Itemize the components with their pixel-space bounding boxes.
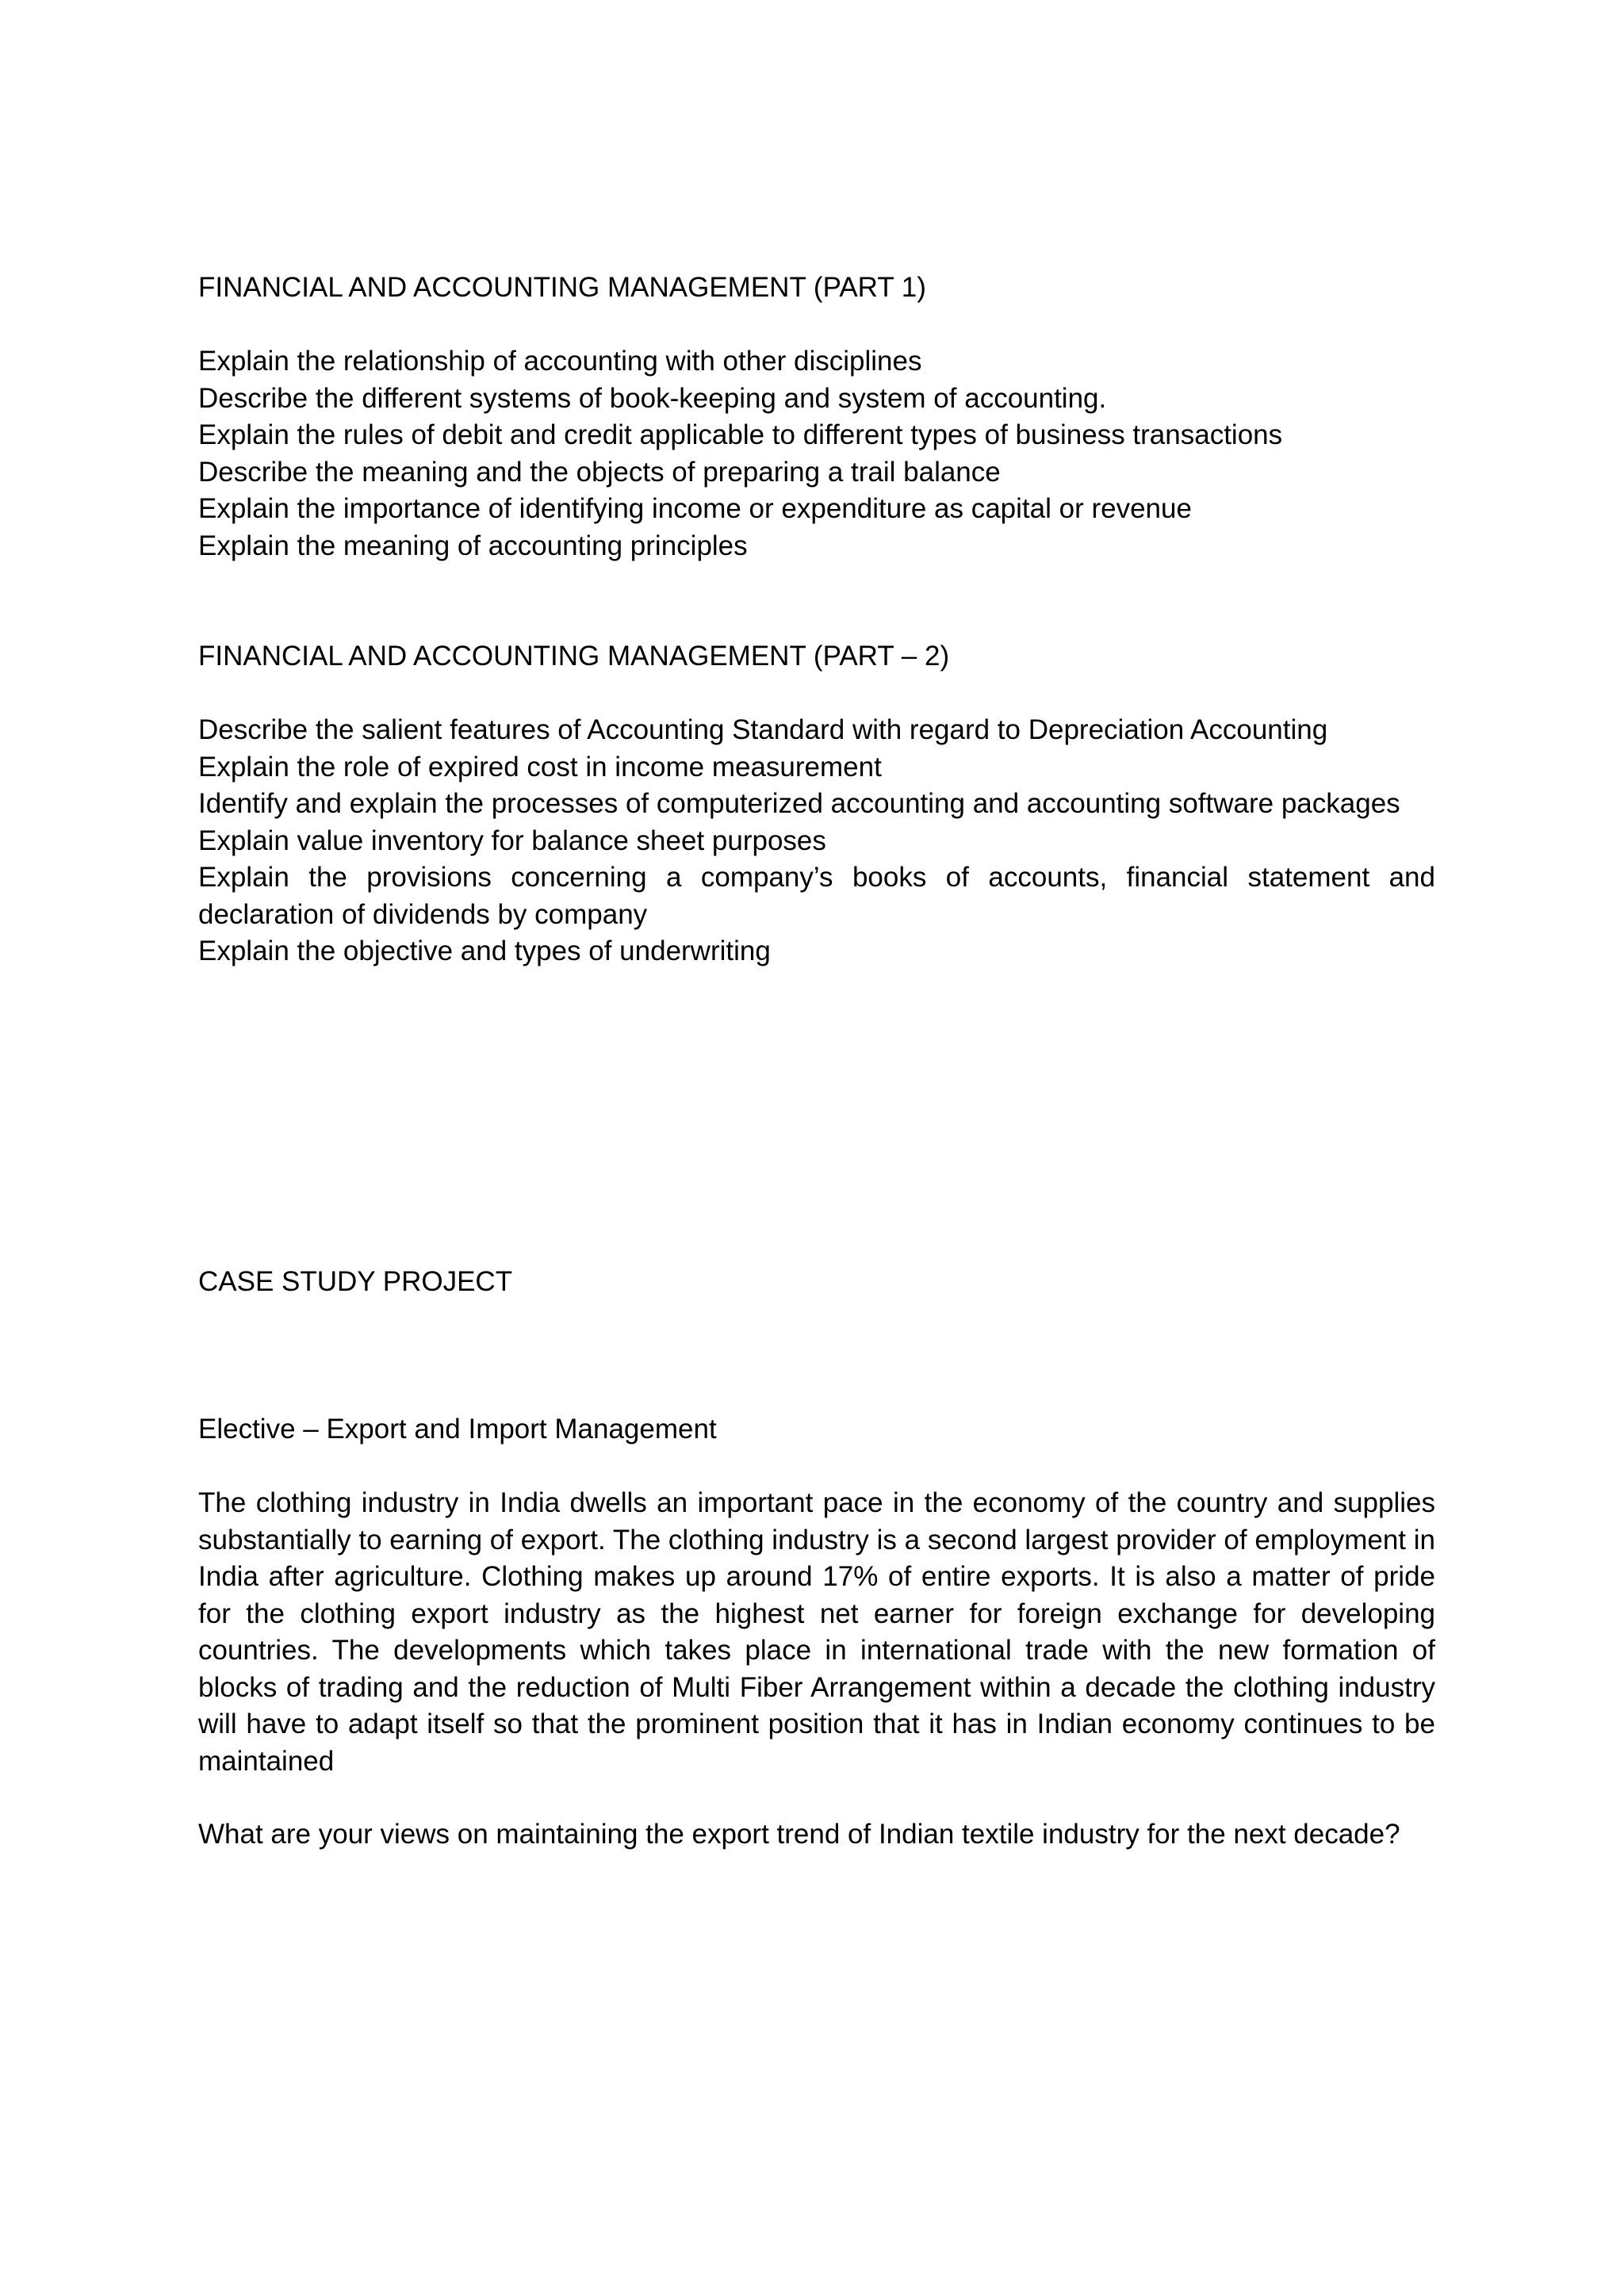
- part1-objectives: [198, 343, 1435, 564]
- part2-item: Explain the role of expired cost in income measurement: [198, 751, 882, 783]
- elective-title: Elective – Export and Import Management: [198, 1414, 717, 1445]
- part2-heading: [198, 638, 1435, 675]
- part1-heading: [198, 270, 1435, 307]
- part2-title: FINANCIAL AND ACCOUNTING MANAGEMENT (PART – 2): [198, 641, 950, 672]
- part2-item: Explain the provisions concerning a company’s books of accounts, financial statement and declaration of dividends by company: [198, 862, 1435, 930]
- case-study-title: CASE STUDY PROJECT: [198, 1266, 513, 1297]
- case-study-question: What are your views on maintaining the export trend of Indian textile industry for the next decade?: [198, 1819, 1400, 1850]
- case-study-question-block: [198, 1816, 1435, 1854]
- part1-item: Explain the relationship of accounting with other disciplines: [198, 346, 922, 377]
- part1-title: FINANCIAL AND ACCOUNTING MANAGEMENT (PART 1): [198, 272, 926, 303]
- part2-objectives: [198, 712, 1435, 970]
- part1-item: Explain the importance of identifying income or expenditure as capital or revenue: [198, 493, 1192, 524]
- part2-item: Identify and explain the processes of computerized accounting and accounting software packages: [198, 788, 1400, 819]
- part2-item: Describe the salient features of Accounting Standard with regard to Depreciation Accounting: [198, 714, 1328, 745]
- part1-item: Describe the meaning and the objects of preparing a trail balance: [198, 456, 1001, 488]
- case-study-body: [198, 1485, 1435, 1780]
- part1-item: Describe the different systems of book-keeping and system of accounting.: [198, 382, 1107, 414]
- part2-item: Explain the objective and types of underwriting: [198, 936, 771, 966]
- part1-item: Explain the rules of debit and credit applicable to different types of business transactions: [198, 419, 1283, 450]
- case-study-heading: [198, 1264, 1435, 1301]
- case-study-paragraph: The clothing industry in India dwells an important pace in the economy of the country and supplies substantially to earning of export. The clothing industry is a second largest provider of employment in India after agriculture. Clothing makes up around 17% of entire exports. It is also a matter of pride for the clothing export industry as the highest net earner for foreign exchange for developing countries. The developments which takes place in international trade with the new formation of blocks of trading and the reduction of Multi Fiber Arrangement within a decade the clothing industry will have to adapt itself so that the prominent position that it has in Indian economy continues to be maintained: [198, 1487, 1435, 1777]
- part2-item: Explain value inventory for balance sheet purposes: [198, 825, 826, 856]
- elective-heading: [198, 1411, 1435, 1448]
- part1-item: Explain the meaning of accounting principles: [198, 530, 748, 561]
